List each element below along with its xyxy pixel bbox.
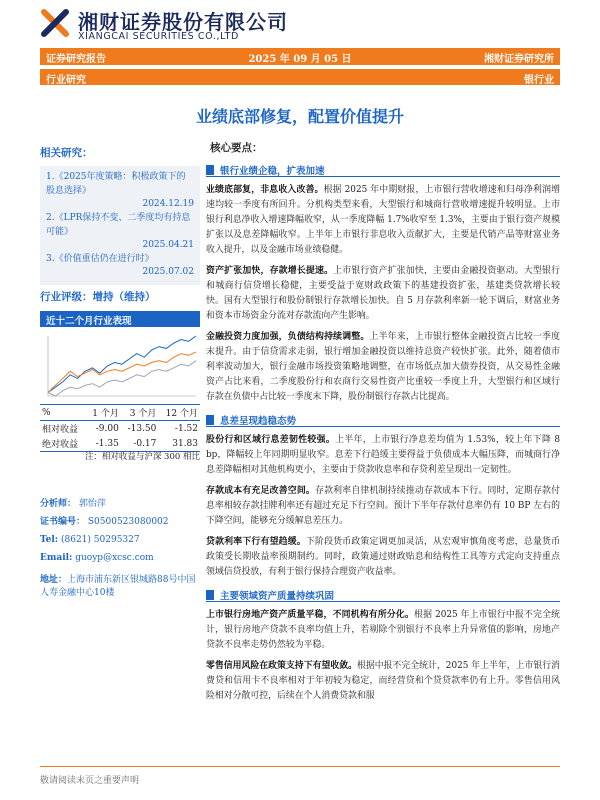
table-cell: -1.35 — [86, 436, 121, 452]
address-text: 上海市浦东新区银城路88号中国人寿金融中心10楼 — [40, 575, 196, 598]
table-cell: -13.50 — [127, 423, 157, 434]
paragraph — [206, 264, 560, 324]
footer-disclaimer: 敬请阅读末页之重要声明 — [40, 776, 140, 786]
related-research — [40, 145, 200, 285]
para-text: 根据 2025 年中期财报，上市银行营收增速和归母净利润增速均较一季度有所回升。分机构类型来看，大型银行和城商行营收增速提升较明显。上市银行利息净收入增速降幅收窄，从一季度降幅 1.7%收窄至 1.3%，主要由于银行资产规模扩张以及息差降幅收窄。上半年上市银行非息收入贡献扩大，主要是代销产品等财富业务收入提升，以及金融市场业绩稳健。 — [206, 185, 560, 255]
paragraph — [206, 484, 560, 529]
report-type: 证券研究报告 — [46, 54, 106, 65]
para-lead: 存款成本有充足改善空间。 — [206, 486, 315, 496]
table-header-row — [40, 405, 200, 421]
research-institute: 湘财证券研究所 — [484, 54, 554, 65]
tel-number: (8621) 50295327 — [61, 535, 140, 545]
performance-table — [40, 404, 200, 452]
category-bar — [40, 69, 560, 85]
company-name-en: XIANGCAI SECURITIES CO.,LTD — [78, 31, 239, 42]
para-lead: 资产扩张加快，存款增长提速。 — [206, 266, 334, 276]
paragraph — [206, 535, 560, 580]
analyst-label: 分析师： — [40, 499, 77, 509]
report-category: 行业研究 — [46, 75, 86, 86]
related-item[interactable]: 1.《2025年度策略：积极政策下的股息选择》 — [46, 172, 186, 196]
para-lead: 股份行和区域行息差韧性较强。 — [206, 435, 336, 445]
performance-heading: 近十二个月行业表现 — [40, 311, 200, 327]
footer-divider — [40, 766, 560, 767]
analyst-name: 郭怡萍 — [78, 499, 106, 509]
para-lead: 金融投资力度加强，负债结构持续调整。 — [206, 332, 370, 342]
row-label: 绝对收益 — [40, 436, 86, 452]
related-heading: 相关研究： — [40, 147, 93, 159]
industry-rating: 行业评级：增持（维持） — [40, 291, 156, 303]
report-meta-bar — [40, 48, 560, 65]
related-date: 2025.07.02 — [142, 267, 194, 277]
section-heading — [206, 413, 560, 427]
para-lead: 上市银行房地产资产质量平稳，不同机构有所分化。 — [206, 610, 415, 620]
table-note: 注：相对收益与沪深 300 相比 — [84, 452, 200, 462]
table-header-cell: 3 个月 — [121, 405, 159, 421]
table-cell: -0.17 — [121, 436, 159, 452]
logo-mark-icon — [40, 8, 70, 38]
table-cell: -9.00 — [95, 423, 119, 434]
section-marker-icon — [206, 590, 214, 600]
related-date: 2025.04.21 — [142, 240, 194, 250]
para-text: 下阶段货币政策定调更加灵活，从宏观审慎角度考虑，总量货币政策受长期收益率预期制约。同时，政策通过财政贴息和结构性工具等方式定向支持重点领域信贷投放，有利于银行保持合理资产收益率。 — [206, 537, 560, 577]
section-heading — [206, 163, 560, 177]
email-label: Email: — [40, 553, 73, 563]
section-marker-icon — [206, 415, 214, 425]
para-text: 上半年，上市银行净息差均值为 1.53%，较上年下降 8 bp，降幅较上年同期明显收窄。息差下行趋缓主要得益于负债成本大幅压降，而城商行净息差降幅相对其他机构更小，主要由于贷款收息率和存贷利差呈现出一定韧性。 — [206, 435, 561, 475]
related-item[interactable]: 2.《LPR保持不变、二季度均有持息可能》 — [46, 213, 191, 237]
cert-number: S0500523080002 — [87, 517, 169, 527]
paragraph — [206, 659, 560, 704]
core-points — [206, 140, 560, 704]
cert-label: 证书编号： — [40, 517, 86, 527]
row-label: 相对收益 — [42, 425, 79, 435]
paragraph — [206, 608, 560, 653]
company-logo — [40, 6, 340, 44]
para-lead: 零售信用风险在政策支持下有望收敛。 — [206, 661, 357, 671]
para-text: 存款利率自律机制持续推动存款成本下行。同时，定期存款付息率相较存款挂牌利率还有超过充足下行空间。预计下半年存款付息率仍有 10 BP 左右的下降空间，能够充分缓解息差压力。 — [206, 486, 561, 526]
table-cell: 31.83 — [158, 436, 200, 452]
related-date: 2024.12.19 — [142, 199, 194, 209]
section-title: 主要领域资产质量持续巩固 — [220, 591, 335, 602]
section-heading — [206, 588, 560, 602]
para-text: 上半年来，上市银行整体金融投资占比较一季度末提升。由于信贷需求走弱，银行增加金融投资以维持总资产较快扩张。此外，随着债市利率波动加大，银行金融市场投资策略地调整，在市场低点加大债券投资，从交易性金融资产占比来看，二季度股份行和农商行交易性资产比重较一季度上升，大型银行和区域行存款在负债中占比较一季度末下降，股份制银行存款占比提高。 — [206, 332, 561, 402]
table-header-cell: % — [40, 405, 86, 421]
para-text: 根据中报不完全统计，2025 年上半年，上市银行消费贷和信用卡不良率相对于年初较为稳定，而经营贷和个贷贷款率仍有上升。零售信用风险相对分散可控，后续在个人消费贷款和服 — [206, 661, 561, 701]
industry-label: 银行业 — [524, 75, 554, 86]
tel-label: Tel: — [40, 535, 59, 545]
table-header-cell: 12 个月 — [158, 405, 200, 421]
section-title: 息差呈现趋稳态势 — [220, 416, 297, 427]
table-header-cell: 1 个月 — [86, 405, 121, 421]
report-date: 2025 年 09 月 05 日 — [248, 54, 352, 65]
core-heading: 核心要点： — [210, 142, 263, 154]
para-text: 根据 2025 年上市银行中报不完全统计，银行房地产贷款不良率均值上升，若剔除个别银行不良率上升异常值的影响，房地产贷款不良率走势仍然较为平稳。 — [206, 610, 561, 650]
related-item[interactable]: 3.《价值重估仍在进行时》 — [46, 254, 154, 264]
chart-series-line — [48, 361, 196, 396]
paragraph — [206, 183, 560, 258]
chart-series-line — [48, 352, 196, 393]
section-title: 银行业绩企稳，扩表加速 — [220, 166, 325, 177]
table-row — [40, 421, 200, 437]
related-list — [40, 166, 200, 285]
para-text: 上市银行资产扩张加快，主要由金融投资驱动。大型银行和城商行信贷增长稳健，主要受益于宽财政政策下的基建投资扩张，基建类贷款增长较快。国有大型银行和股份制银行存款增长加快。自 5 月存款利率新一轮下调后，财富业务和资本市场资金分流对存款流向产生影响。 — [206, 266, 561, 321]
address-block — [40, 574, 200, 600]
address-label: 地址： — [40, 575, 68, 585]
performance-chart — [40, 330, 200, 402]
table-cell: -1.52 — [174, 423, 198, 434]
para-lead: 贷款利率下行有望趋缓。 — [206, 537, 306, 547]
para-lead: 业绩底部复，非息收入改善。 — [206, 185, 324, 195]
section-marker-icon — [206, 165, 214, 175]
document-title: 业绩底部修复，配置价值提升 — [195, 107, 404, 126]
analyst-info — [40, 495, 200, 567]
chart-series-line — [48, 336, 196, 393]
paragraph — [206, 330, 560, 405]
paragraph — [206, 433, 560, 478]
company-name-cn: 湘财证券股份有限公司 — [78, 10, 288, 34]
email-address[interactable]: guoyp@xcsc.com — [75, 553, 154, 563]
